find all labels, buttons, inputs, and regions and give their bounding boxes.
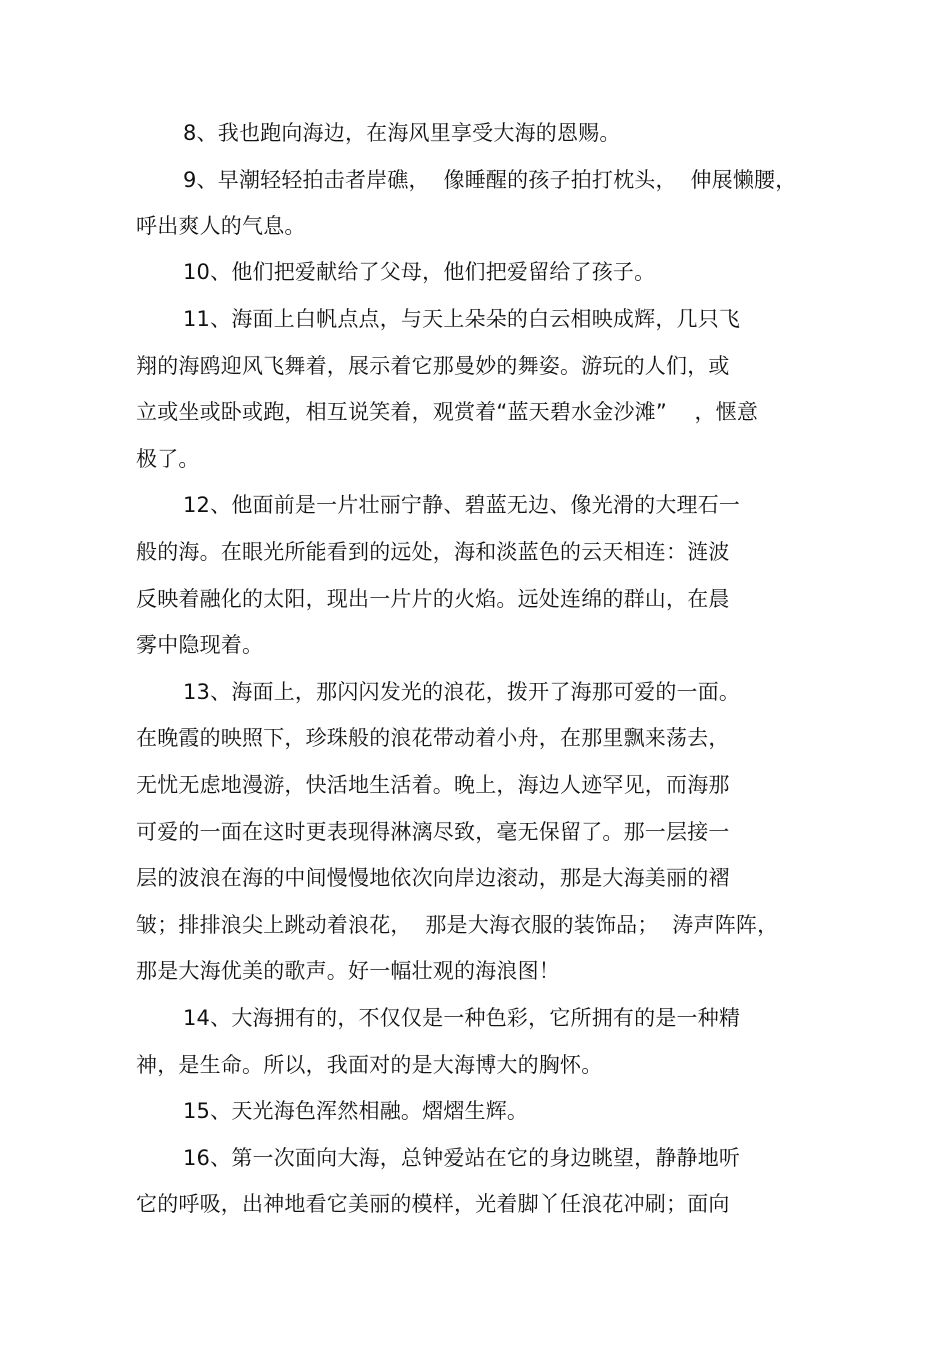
text-line: 9、早潮轻轻拍击者岸礁， 像睡醒的孩子拍打枕头， 伸展懒腰， <box>183 168 797 192</box>
text-line: 它的呼吸，出神地看它美丽的模样，光着脚丫任浪花冲刷；面向 <box>136 1192 730 1216</box>
text-line: 立或坐或卧或跑，相互说笑着，观赏着“蓝天碧水金沙滩” ，惬意 <box>136 400 759 424</box>
text-line: 14、大海拥有的，不仅仅是一种色彩，它所拥有的是一种精 <box>183 1006 741 1030</box>
text-line: 层的波浪在海的中间慢慢地依次向岸边滚动，那是大海美丽的褶 <box>136 866 730 890</box>
text-line: 雾中隐现着。 <box>136 633 264 657</box>
text-line: 无忧无虑地漫游，快活地生活着。晚上，海边人迹罕见，而海那 <box>136 773 730 797</box>
text-line: 神，是生命。所以，我面对的是大海博大的胸怀。 <box>136 1053 603 1077</box>
text-line: 12、他面前是一片壮丽宁静、碧蓝无边、像光滑的大理石一 <box>183 493 741 517</box>
text-line: 在晚霞的映照下，珍珠般的浪花带动着小舟，在那里飘来荡去， <box>136 726 730 750</box>
text-line: 8、我也跑向海边，在海风里享受大海的恩赐。 <box>183 121 621 145</box>
text-line: 呼出爽人的气息。 <box>136 214 306 238</box>
text-line: 10、他们把爱献给了父母，他们把爱留给了孩子。 <box>183 260 656 284</box>
text-line: 13、海面上，那闪闪发光的浪花，拨开了海那可爱的一面。 <box>183 680 741 704</box>
text-line: 11、海面上白帆点点，与天上朵朵的白云相映成辉，几只飞 <box>183 307 741 331</box>
text-line: 16、第一次面向大海，总钟爱站在它的身边眺望，静静地听 <box>183 1146 741 1170</box>
text-line: 翔的海鸥迎风飞舞着，展示着它那曼妙的舞姿。游玩的人们，或 <box>136 354 730 378</box>
text-line: 般的海。在眼光所能看到的远处，海和淡蓝色的云天相连：涟波 <box>136 540 730 564</box>
text-line: 那是大海优美的歌声。好一幅壮观的海浪图！ <box>136 959 560 983</box>
text-line: 可爱的一面在这时更表现得淋漓尽致，毫无保留了。那一层接一 <box>136 820 730 844</box>
text-line: 15、天光海色浑然相融。熠熠生辉。 <box>183 1099 529 1123</box>
text-line: 皱；排排浪尖上跳动着浪花， 那是大海衣服的装饰品； 涛声阵阵， <box>136 913 779 937</box>
text-line: 反映着融化的太阳，现出一片片的火焰。远处连绵的群山，在晨 <box>136 587 730 611</box>
text-line: 极了。 <box>136 447 200 471</box>
